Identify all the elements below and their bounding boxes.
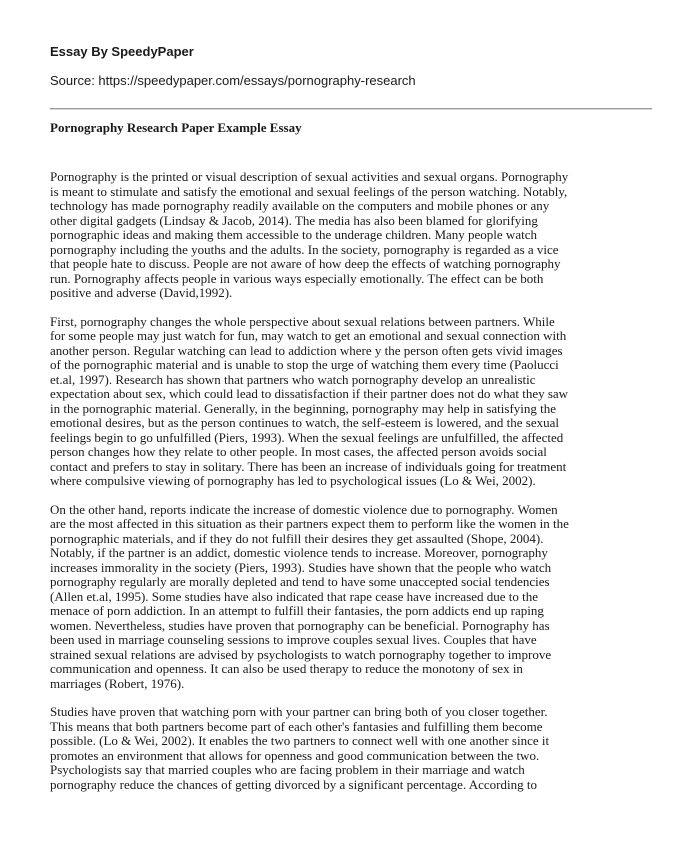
paragraph	[50, 705, 654, 792]
text-line: menace of porn addiction. In an attempt to fulfill their fantasies, the porn addicts end up raping	[50, 603, 544, 618]
text-line: Pornography is the printed or visual description of sexual activities and sexual organs. Pornography	[50, 169, 569, 184]
text-line: pornographic materials, and if they do not fulfill their desires they get assaulted (Shope, 2004).	[50, 530, 544, 546]
text-line: been used in marriage counseling sessions to improve couples sexual lives. Couples that have	[50, 632, 537, 647]
text-line: First, pornography changes the whole perspective about sexual relations between partners. While	[50, 313, 555, 329]
text-line: expectation about sex, which could lead to dissatisfaction if their partner does not do what they saw	[50, 386, 569, 401]
essay-body	[50, 170, 654, 806]
text-line: pornographic ideas and making them accessible to the underage children. Many people watch	[50, 227, 537, 242]
source-line[interactable]: Source: https://speedypaper.com/essays/pornography-research	[50, 73, 416, 88]
text-line: feelings begin to go unfulfilled (Piers, 1993). When the sexual feelings are unfulfilled, the affected	[50, 429, 564, 445]
text-line: run. Pornography affects people in various ways especially emotionally. The effect can be both	[50, 270, 544, 286]
paragraph	[50, 503, 654, 692]
text-line: in the pornographic material. Generally, in the beginning, pornography may help in satisfying the	[50, 400, 557, 416]
text-line: person changes how they relate to other people. In most cases, the affected person avoids social	[50, 444, 547, 459]
text-line: are the most affected in this situation as their partners expect them to perform like the women in the	[50, 516, 569, 531]
text-line: strained sexual relations are advised by psychologists to watch pornography together to improve	[50, 646, 552, 662]
essay-author-line: Essay By SpeedyPaper	[50, 44, 194, 59]
text-line: Studies have proven that watching porn with your partner can bring both of you closer together.	[50, 704, 548, 719]
paragraph	[50, 315, 654, 489]
text-line: other digital gadgets (Lindsay & Jacob, 2014). The media has also been blamed for glorifying	[50, 212, 538, 228]
essay-title: Pornography Research Paper Example Essay	[50, 120, 302, 135]
text-line: possible. (Lo & Wei, 2002). It enables the two partners to connect well with one another since it	[50, 733, 550, 748]
text-line: Psychologists say that married couples who are facing problem in their marriage and watch	[50, 762, 525, 777]
text-line: communication and openness. It can also be used therapy to reduce the monotony of sex in	[50, 661, 523, 676]
divider	[50, 108, 652, 110]
text-line: pornography including the youths and the adults. In the society, pornography is regarded as a vice	[50, 241, 559, 257]
text-line: et.al, 1997). Research has shown that partners who watch pornography develop an unrealistic	[50, 371, 536, 387]
text-line: emotional desires, but as the person continues to watch, the self-esteem is lowered, and the sexual	[50, 415, 560, 430]
text-line: that people hate to discuss. People are not aware of how deep the effects of watching pornography	[50, 256, 561, 271]
text-line: women. Nevertheless, studies have proven that pornography can be beneficial. Pornography has	[50, 617, 550, 633]
text-line: marriages (Robert, 1976).	[50, 675, 185, 691]
text-line: technology has made pornography readily available on the computers and mobile phones or any	[50, 198, 550, 213]
text-line: for some people may just watch for fun, may watch to get an emotional and sexual connection with	[50, 328, 567, 343]
text-line: This means that both partners become part of each other's fantasies and fulfilling them become	[50, 718, 543, 734]
text-line: increases immorality in the society (Piers, 1993). Studies have shown that the people who watch	[50, 559, 552, 575]
text-line: another person. Regular watching can lead to addiction where y the person often gets vivid images	[50, 342, 563, 358]
text-line: pornography regularly are morally depleted and tend to have some unaccepted social tendencies	[50, 574, 550, 589]
text-line: positive and adverse (David,1992).	[50, 285, 233, 300]
paragraph	[50, 170, 654, 301]
text-line: On the other hand, reports indicate the increase of domestic violence due to pornography. Women	[50, 501, 558, 517]
text-line: is meant to stimulate and satisfy the emotional and sexual feelings of the person watching. Notably,	[50, 183, 568, 199]
text-line: promotes an environment that allows for openness and good communication between the two.	[50, 747, 540, 763]
text-line: of the pornographic material and is unable to stop the urge of watching them every time (Paolucci	[50, 357, 559, 372]
text-line: (Allen et.al, 1995). Some studies have also indicated that rape cease have increased due to the	[50, 588, 539, 604]
text-line: contact and prefers to stay in solitary. There has been an increase of individuals going for treatment	[50, 458, 567, 474]
text-line: Notably, if the partner is an addict, domestic violence tends to increase. Moreover, pornography	[50, 545, 548, 560]
text-line: pornography reduce the chances of getting divorced by a significant percentage. According to	[50, 776, 537, 792]
text-line: where compulsive viewing of pornography has led to psychological issues (Lo & Wei, 2002).	[50, 473, 536, 488]
